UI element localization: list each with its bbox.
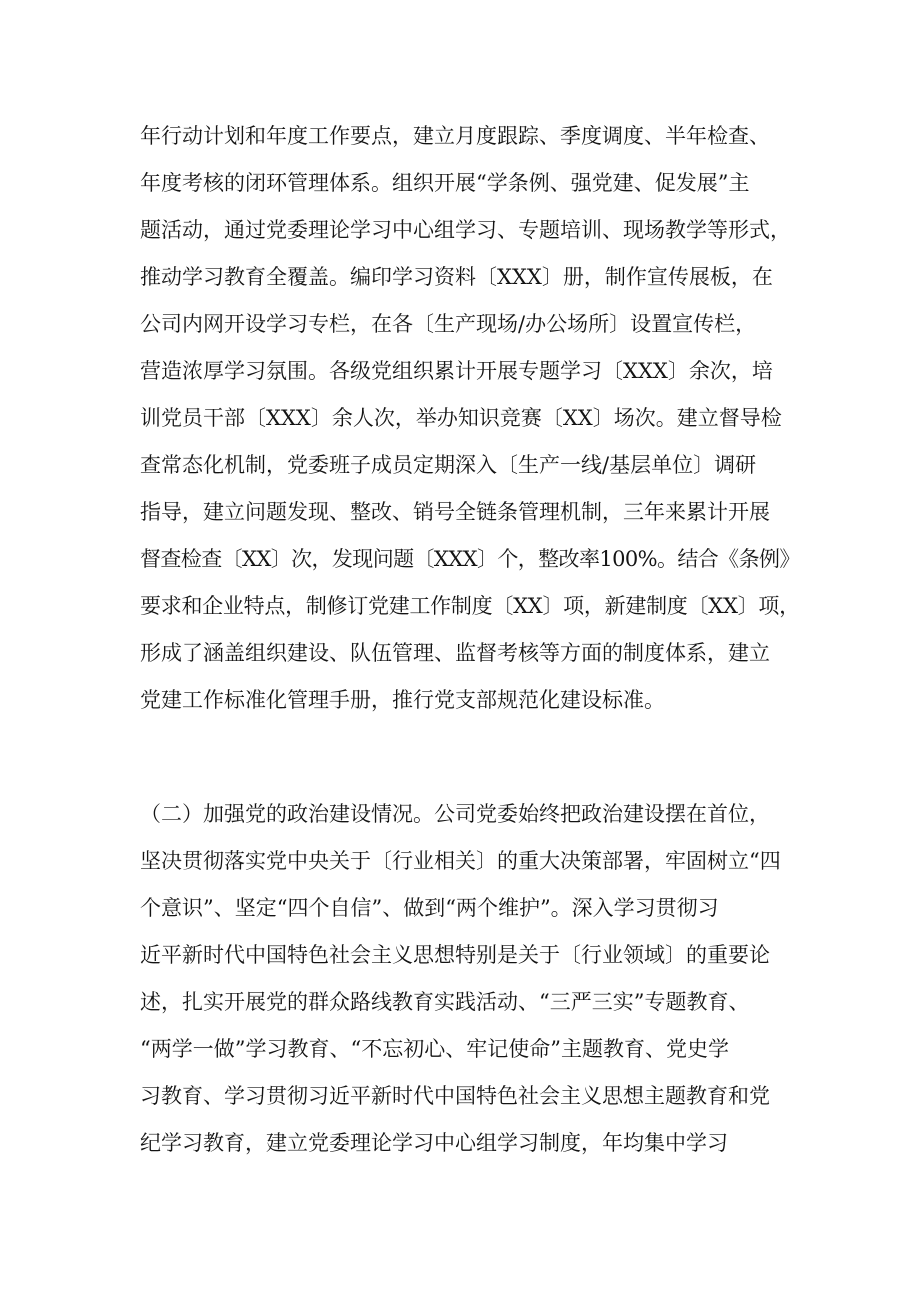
paragraph-line: 坚决贯彻落实党中央关于〔行业相关〕的重大决策部署，牢固树立“四 (140, 849, 781, 873)
paragraph-line: 营造浓厚学习氛围。各级党组织累计开展专题学习〔XXX〕余次，培 (140, 359, 773, 383)
paragraph-line: 习教育、学习贯彻习近平新时代中国特色社会主义思想主题教育和党 (140, 1084, 770, 1108)
paragraph-line: 形成了涵盖组织建设、队伍管理、监督考核等方面的制度体系，建立 (140, 641, 770, 665)
section-heading-line: （二）加强党的政治建设情况。公司党委始终把政治建设摆在首位， (140, 802, 770, 826)
paragraph-line: 推动学习教育全覆盖。编印学习资料〔XXX〕册，制作宣传展板，在 (140, 265, 773, 289)
paragraph-line: 述，扎实开展党的群众路线教育实践活动、“三严三实”专题教育、 (140, 990, 750, 1014)
paragraph-line: 近平新时代中国特色社会主义思想特别是关于〔行业领域〕的重要论 (140, 943, 770, 967)
paragraph-line: 党建工作标准化管理手册，推行党支部规范化建设标准。 (140, 688, 665, 712)
paragraph-line: 公司内网开设学习专栏，在各〔生产现场/办公场所〕设置宣传栏， (140, 312, 757, 336)
paragraph-line: 年度考核的闭环管理体系。组织开展“学条例、强党建、促发展”主 (140, 171, 750, 195)
paragraph-line: 个意识”、坚定“四个自信”、做到“两个维护”。深入学习贯彻习 (140, 896, 719, 920)
paragraph-line: 纪学习教育，建立党委理论学习中心组学习制度，年均集中学习 (140, 1131, 728, 1155)
paragraph-line: “两学一做”学习教育、“不忘初心、牢记使命”主题教育、党史学 (140, 1037, 729, 1061)
paragraph-line: 督查检查〔XX〕次，发现问题〔XXX〕个，整改率100%。结合《条例》 (140, 547, 800, 571)
paragraph-line: 年行动计划和年度工作要点，建立月度跟踪、季度调度、半年检查、 (140, 124, 770, 148)
paragraph-line: 要求和企业特点，制修订党建工作制度〔XX〕项，新建制度〔XX〕项， (140, 594, 800, 618)
paragraph-line: 训党员干部〔XXX〕余人次，举办知识竞赛〔XX〕场次。建立督导检 (140, 406, 782, 430)
paragraph-line: 指导，建立问题发现、整改、销号全链条管理机制，三年来累计开展 (140, 500, 770, 524)
paragraph-line: 题活动，通过党委理论学习中心组学习、专题培训、现场教学等形式， (140, 218, 791, 242)
paragraph-line: 查常态化机制，党委班子成员定期深入〔生产一线/基层单位〕调研 (140, 453, 757, 477)
